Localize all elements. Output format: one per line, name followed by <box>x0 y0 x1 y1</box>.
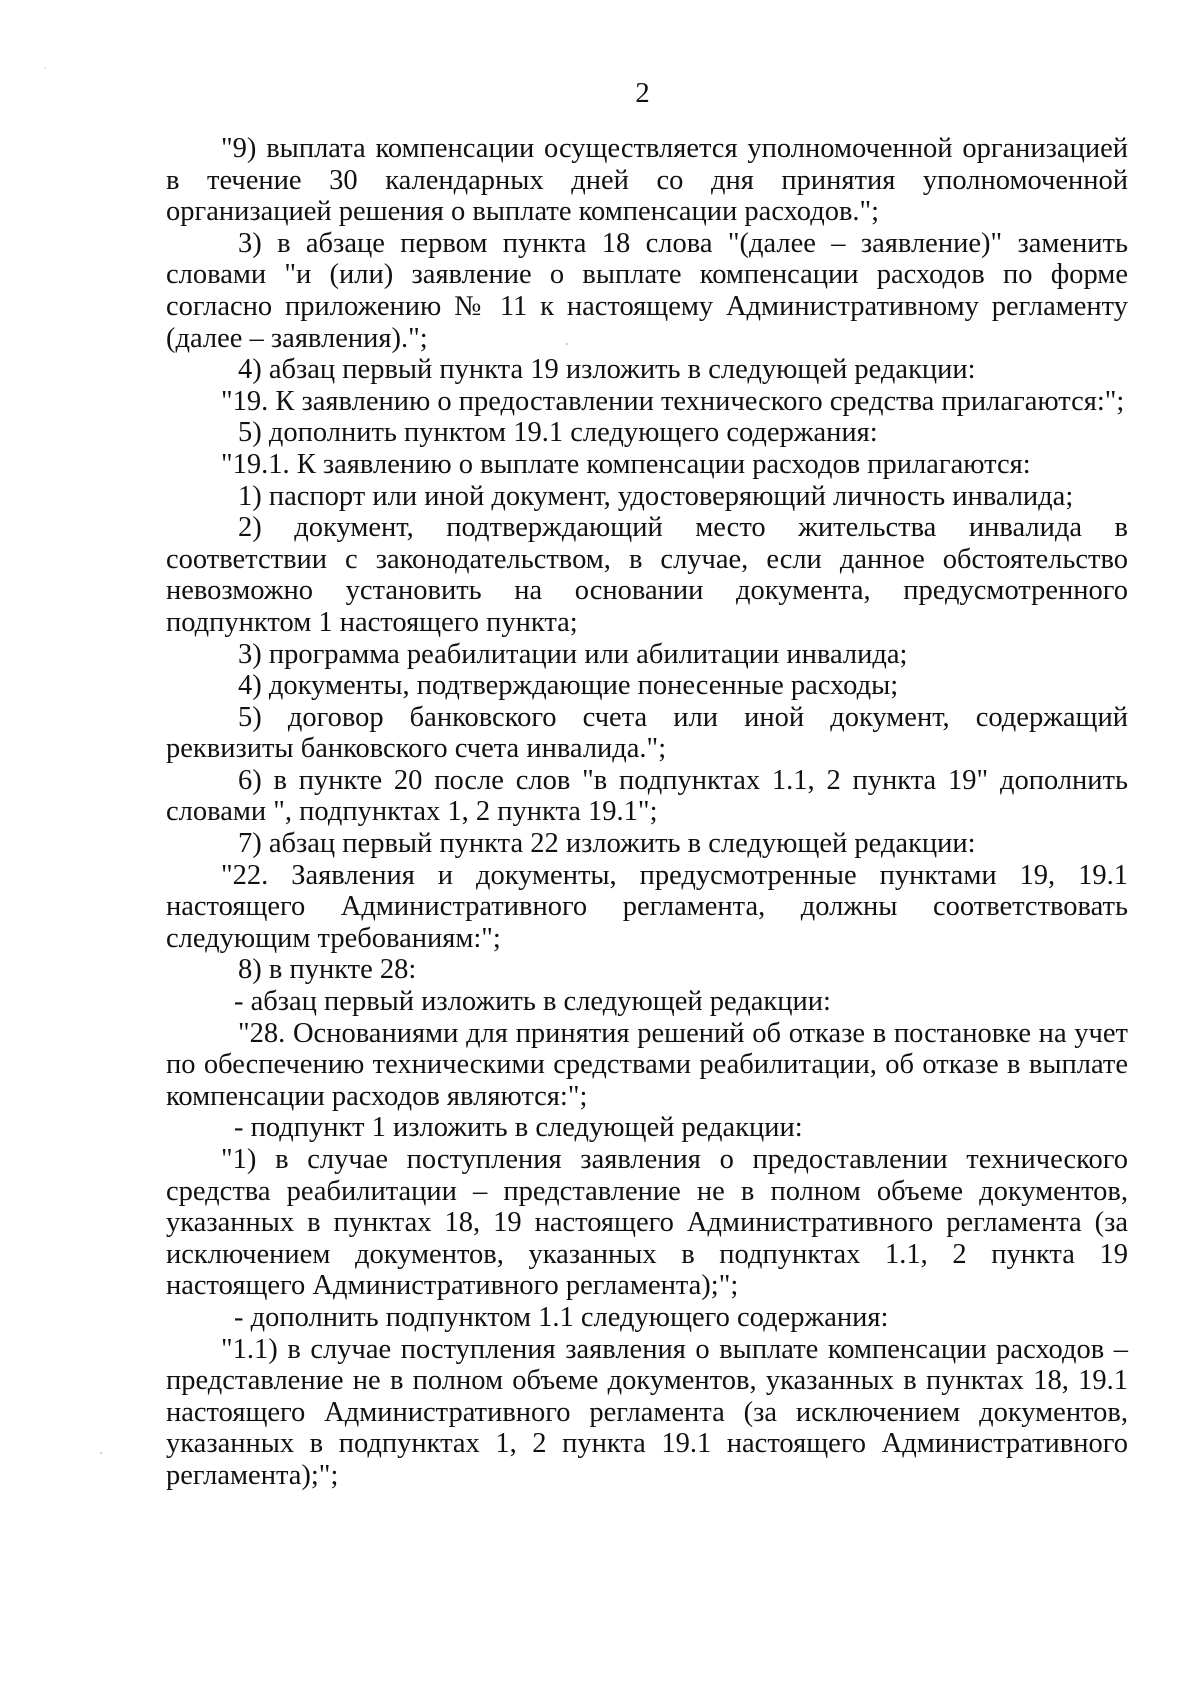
paragraph-19: "19. К заявлению о предоставлении технического средства прилагаются:"; <box>221 385 1125 417</box>
paragraph-19-1-sub-5: 5) договор банковского счета или иной документ, содержащий реквизиты банковского счета инвалида."; <box>166 701 1128 765</box>
paragraph-dash-add-1-1: - дополнить подпунктом 1.1 следующего содержания: <box>234 1301 889 1333</box>
paragraph-dash-subpoint-1: - подпункт 1 изложить в следующей редакции: <box>234 1112 803 1144</box>
paragraph-22: "22. Заявления и документы, предусмотренные пунктами 19, 19.1 настоящего Административного регламента, должны соответствовать следующим требованиям:"; <box>166 859 1128 954</box>
paragraph-item-4: 4) абзац первый пункта 19 изложить в следующей редакции: <box>238 354 976 386</box>
paragraph-19-1-sub-2: 2) документ, подтверждающий место жительства инвалида в соответствии с законодательством, в случае, если данное обстоятельство невозможно установить на основании документа, предусмотренного подпунктом 1 настоящего пункта; <box>166 512 1128 638</box>
paragraph-item-8: 8) в пункте 28: <box>238 954 417 986</box>
page-number: 2 <box>635 77 650 109</box>
paragraph-item-6: 6) в пункте 20 после слов "в подпунктах 1.1, 2 пункта 19" дополнить словами ", подпунктах 1, 2 пункта 19.1"; <box>166 764 1128 828</box>
paragraph-item-7: 7) абзац первый пункта 22 изложить в следующей редакции: <box>238 828 976 860</box>
paragraph-item-3: 3) в абзаце первом пункта 18 слова "(далее – заявление)" заменить словами "и (или) заявление о выплате компенсации расходов по форме согласно приложению № 11 к настоящему Административному регламенту (далее – заявления)."; <box>166 227 1128 354</box>
paragraph-28: "28. Основаниями для принятия решений об отказе в постановке на учет по обеспечению техническими средствами реабилитации, об отказе в выплате компенсации расходов являются:"; <box>166 1017 1128 1112</box>
paragraph-19-1-sub-3: 3) программа реабилитации или абилитации инвалида; <box>238 638 908 670</box>
paragraph-28-sub-1-1: "1.1) в случае поступления заявления о выплате компенсации расходов – представление не в полном объеме документов, указанных в пунктах 18, 19.1 настоящего Административного регламента (за исключением документов, указанных в подпунктах 1, 2 пункта 19.1 настоящего Административного регламента);"; <box>166 1333 1128 1491</box>
paragraph-9-payment: "9) выплата компенсации осуществляется уполномоченной организацией в течение 30 календарных дней со дня принятия уполномоченной организацией решения о выплате компенсации расходов."; <box>166 133 1128 228</box>
paragraph-28-sub-1: "1) в случае поступления заявления о предоставлении технического средства реабилитации – представление не в полном объеме документов, указанных в пунктах 18, 19 настоящего Административного регламента (за исключением документов, указанных в подпунктах 1.1, 2 пункта 19 настоящего Административного регламента);"; <box>166 1144 1128 1302</box>
paragraph-19-1-sub-4: 4) документы, подтверждающие понесенные расходы; <box>238 670 899 702</box>
document-body <box>166 133 1128 1492</box>
paragraph-19-1: "19.1. К заявлению о выплате компенсации расходов прилагаются: <box>221 448 1031 480</box>
paragraph-dash-first-abzac: - абзац первый изложить в следующей редакции: <box>234 986 831 1018</box>
paragraph-19-1-sub-1: 1) паспорт или иной документ, удостоверяющий личность инвалида; <box>238 480 1074 512</box>
paragraph-item-5: 5) дополнить пунктом 19.1 следующего содержания: <box>238 417 878 449</box>
